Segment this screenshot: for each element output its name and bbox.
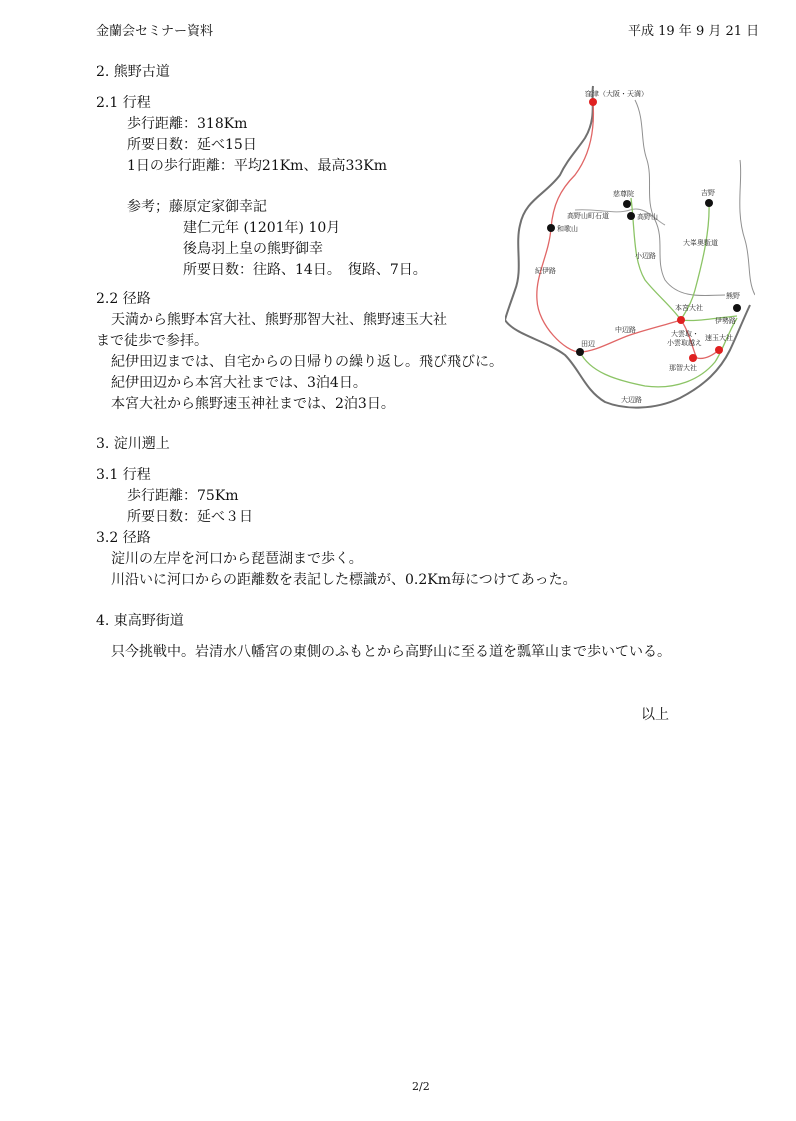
map-label-iseji: 伊勢路 (715, 317, 736, 325)
map-label-kubotsu: 窪津（大阪・天満） (585, 90, 648, 98)
section-3-1-heading: 3.1 行程 (96, 467, 151, 483)
map-label-ohgumotori: 大雲取・ (671, 330, 699, 338)
text-line: 紀伊田辺までは、自宅からの日帰りの繰り返し。飛び飛びに。 (111, 354, 503, 370)
text-line: 歩行距離：75Km (127, 488, 239, 504)
section-3-2-heading: 3.2 径路 (96, 530, 151, 546)
text-line: まで徒歩で参拝。 (96, 333, 208, 349)
map-label-nachi: 那智大社 (669, 364, 697, 372)
text-line: 1日の歩行距離：平均21Km、最高33Km (127, 158, 388, 174)
text-line: 紀伊田辺から本宮大社までは、3泊4日。 (111, 375, 367, 391)
map-label-nakahechi: 中辺路 (615, 326, 636, 334)
map-dot-koyasan (627, 212, 635, 220)
section-3-heading: 3. 淀川遡上 (96, 436, 170, 452)
map-label-ohechi: 大辺路 (621, 396, 642, 404)
page-number: 2/2 (412, 1080, 430, 1093)
route-green-omine (681, 203, 709, 320)
map-label-koyasan-choishi: 高野山町石道 (567, 212, 609, 220)
map-label-kogumotori: 小雲取越え (667, 339, 702, 347)
map-label-kohechi: 小辺路 (635, 252, 656, 260)
text-line: 淀川の左岸を河口から琵琶湖まで歩く。 (111, 551, 363, 567)
map-label-yoshino: 吉野 (701, 189, 715, 197)
text-line: 本宮大社から熊野速玉神社までは、2泊3日。 (111, 396, 395, 412)
map-label-kumano: 熊野 (726, 292, 740, 300)
header-left: 金蘭会セミナー資料 (96, 24, 214, 39)
map-label-omine: 大峯奥駈道 (683, 239, 718, 247)
text-line: 天満から熊野本宮大社、熊野那智大社、熊野速玉大社 (111, 312, 447, 328)
kumano-kodo-map (505, 80, 755, 420)
text-line: 所要日数：延べ15日 (127, 137, 257, 153)
text-line: 只今挑戦中。岩清水八幡宮の東側のふもとから高野山に至る道を瓢箪山まで歩いている。 (111, 644, 671, 660)
map-dot-hayatama (715, 346, 723, 354)
map-dot-nachi (689, 354, 697, 362)
map-label-tanabe: 田辺 (581, 340, 595, 348)
route-green-ohechi (580, 318, 737, 387)
map-label-hayatama: 速玉大社 (705, 334, 733, 342)
reference-title: 参考；藤原定家御幸記 (127, 199, 267, 215)
text-line: 川沿いに河口からの距離数を表記した標識が、0.2Km毎につけてあった。 (111, 572, 577, 588)
header-date: 平成 19 年 9 月 21 日 (628, 24, 760, 39)
map-coastline-south (505, 305, 750, 408)
section-4-heading: 4. 東高野街道 (96, 613, 184, 629)
text-line: 所要日数：延べ３日 (127, 509, 253, 525)
map-dot-kumano (733, 304, 741, 312)
closing-text: 以上 (641, 707, 669, 723)
section-2-2-heading: 2.2 径路 (96, 291, 151, 307)
map-label-hongu: 本宮大社 (675, 304, 703, 312)
map-dot-hongu (677, 316, 685, 324)
map-border-east (740, 160, 755, 295)
map-label-wakayama: 和歌山 (557, 225, 578, 233)
map-label-jijiin: 慈尊院 (613, 190, 634, 198)
text-line: 建仁元年 (1201年) 10月 (183, 220, 341, 236)
map-label-koyasan: 高野山 (637, 213, 658, 221)
section-2-heading: 2. 熊野古道 (96, 64, 170, 80)
map-label-kiiji: 紀伊路 (535, 267, 556, 275)
text-line: 歩行距離：318Km (127, 116, 248, 132)
map-coastline (505, 86, 593, 320)
map-dot-yoshino (705, 199, 713, 207)
text-line: 後鳥羽上皇の熊野御幸 (183, 241, 323, 257)
map-dot-kubotsu (589, 98, 597, 106)
map-dot-jijiin (623, 200, 631, 208)
text-line: 所要日数：往路、14日。 復路、7日。 (183, 262, 427, 278)
map-border (635, 100, 725, 296)
section-2-1-heading: 2.1 行程 (96, 95, 151, 111)
map-dot-wakayama (547, 224, 555, 232)
map-dot-tanabe (576, 348, 584, 356)
